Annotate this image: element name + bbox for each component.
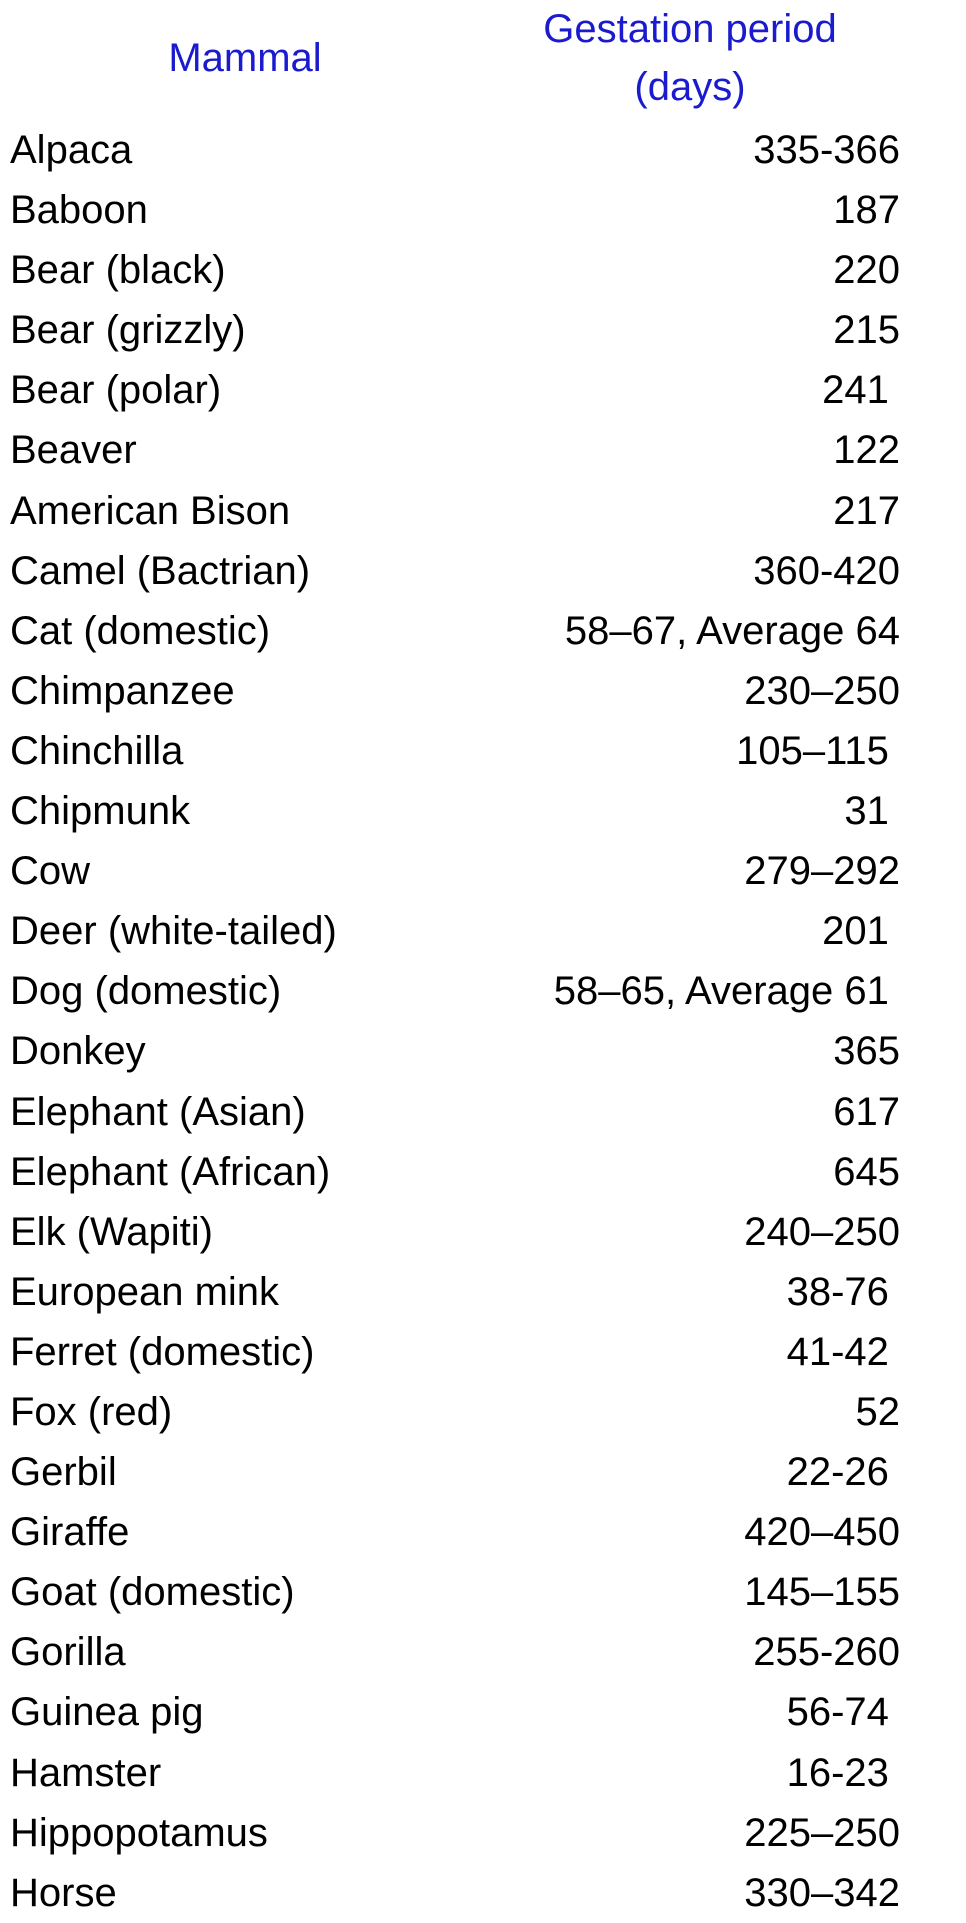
mammal-name-cell: Elephant (African) [10, 1149, 331, 1194]
mammal-name-cell: Giraffe [10, 1510, 130, 1555]
gestation-value-cell: 230–250 [744, 668, 900, 713]
mammal-name-cell: Chinchilla [10, 728, 184, 773]
mammal-name-cell: Fox (red) [10, 1389, 173, 1434]
mammal-name-cell: Ferret (domestic) [10, 1329, 315, 1374]
table-row [0, 420, 966, 480]
gestation-value-cell: 187 [833, 188, 900, 233]
gestation-value-cell: 360-420 [753, 548, 900, 593]
mammal-name-cell: Baboon [10, 188, 148, 233]
table-row [0, 661, 966, 721]
mammal-name-cell: Guinea pig [10, 1690, 204, 1735]
table-row [0, 1502, 966, 1562]
gestation-value-cell: 645 [833, 1149, 900, 1194]
mammal-name-cell: Horse [10, 1870, 117, 1915]
mammal-name-cell: Bear (polar) [10, 368, 222, 413]
gestation-value-cell: 220 [833, 248, 900, 293]
mammal-name-cell: Donkey [10, 1029, 146, 1074]
gestation-value-cell: 330–342 [744, 1870, 900, 1915]
gestation-value-cell: 52 [855, 1389, 900, 1434]
gestation-value-cell: 31 [844, 789, 900, 834]
gestation-value-cell: 365 [833, 1029, 900, 1074]
header-gestation-period [510, 0, 870, 116]
table-row [0, 240, 966, 300]
table-row [0, 360, 966, 420]
table-row [0, 601, 966, 661]
table-row [0, 1262, 966, 1322]
mammal-name-cell: Cow [10, 849, 91, 894]
table-row [0, 1442, 966, 1502]
table-row [0, 781, 966, 841]
table-row [0, 1803, 966, 1863]
table-header [0, 0, 966, 120]
gestation-value-cell: 241 [822, 368, 900, 413]
table-row [0, 1622, 966, 1682]
table-row [0, 721, 966, 781]
mammal-name-cell: American Bison [10, 488, 291, 533]
gestation-value-cell: 279–292 [744, 849, 900, 894]
mammal-name-cell: Beaver [10, 428, 137, 473]
gestation-value-cell: 217 [833, 488, 900, 533]
table-row [0, 1382, 966, 1442]
gestation-value-cell: 122 [833, 428, 900, 473]
table-row [0, 841, 966, 901]
mammal-name-cell: Elk (Wapiti) [10, 1209, 213, 1254]
mammal-name-cell: Dog (domestic) [10, 969, 282, 1014]
gestation-value-cell: 225–250 [744, 1810, 900, 1855]
mammal-name-cell: Hippopotamus [10, 1810, 268, 1855]
table-row [0, 901, 966, 961]
gestation-value-cell: 16-23 [786, 1750, 900, 1795]
mammal-name-cell: Goat (domestic) [10, 1570, 295, 1615]
header-gestation-line2: (days) [634, 65, 746, 109]
table-row [0, 481, 966, 541]
header-mammal: Mammal [168, 36, 322, 80]
table-row [0, 1682, 966, 1742]
gestation-value-cell: 105–115 [736, 728, 900, 773]
table-row [0, 1082, 966, 1142]
mammal-name-cell: Camel (Bactrian) [10, 548, 311, 593]
gestation-value-cell: 617 [833, 1089, 900, 1134]
gestation-value-cell: 38-76 [786, 1269, 900, 1314]
table-row [0, 541, 966, 601]
mammal-name-cell: Bear (grizzly) [10, 308, 246, 353]
header-gestation-line1: Gestation period [543, 7, 837, 51]
mammal-name-cell: Elephant (Asian) [10, 1089, 306, 1134]
gestation-value-cell: 240–250 [744, 1209, 900, 1254]
mammal-name-cell: European mink [10, 1269, 280, 1314]
table-row [0, 120, 966, 180]
gestation-value-cell: 420–450 [744, 1510, 900, 1555]
gestation-value-cell: 201 [822, 909, 900, 954]
table-row [0, 961, 966, 1021]
table-row [0, 180, 966, 240]
gestation-value-cell: 56-74 [786, 1690, 900, 1735]
mammal-name-cell: Deer (white-tailed) [10, 909, 337, 954]
gestation-value-cell: 335-366 [753, 128, 900, 172]
gestation-value-cell: 22-26 [786, 1450, 900, 1495]
mammal-name-cell: Bear (black) [10, 248, 226, 293]
gestation-value-cell: 41-42 [786, 1329, 900, 1374]
mammal-name-cell: Cat (domestic) [10, 608, 271, 653]
gestation-value-cell: 215 [833, 308, 900, 353]
table-body [0, 120, 966, 1923]
gestation-value-cell: 58–67, Average 64 [564, 608, 900, 653]
mammal-name-cell: Hamster [10, 1750, 162, 1795]
gestation-value-cell: 145–155 [744, 1570, 900, 1615]
gestation-value-cell: 255-260 [753, 1630, 900, 1675]
table-row [0, 300, 966, 360]
mammal-name-cell: Gorilla [10, 1630, 126, 1675]
table-row [0, 1142, 966, 1202]
table-row [0, 1202, 966, 1262]
gestation-value-cell: 58–65, Average 61 [553, 969, 900, 1014]
mammal-name-cell: Alpaca [10, 128, 133, 172]
table-row [0, 1743, 966, 1803]
table-row [0, 1322, 966, 1382]
mammal-name-cell: Chimpanzee [10, 668, 235, 713]
mammal-name-cell: Gerbil [10, 1450, 117, 1495]
table-row [0, 1021, 966, 1081]
mammal-name-cell: Chipmunk [10, 789, 191, 834]
table-row [0, 1562, 966, 1622]
table-row [0, 1863, 966, 1923]
